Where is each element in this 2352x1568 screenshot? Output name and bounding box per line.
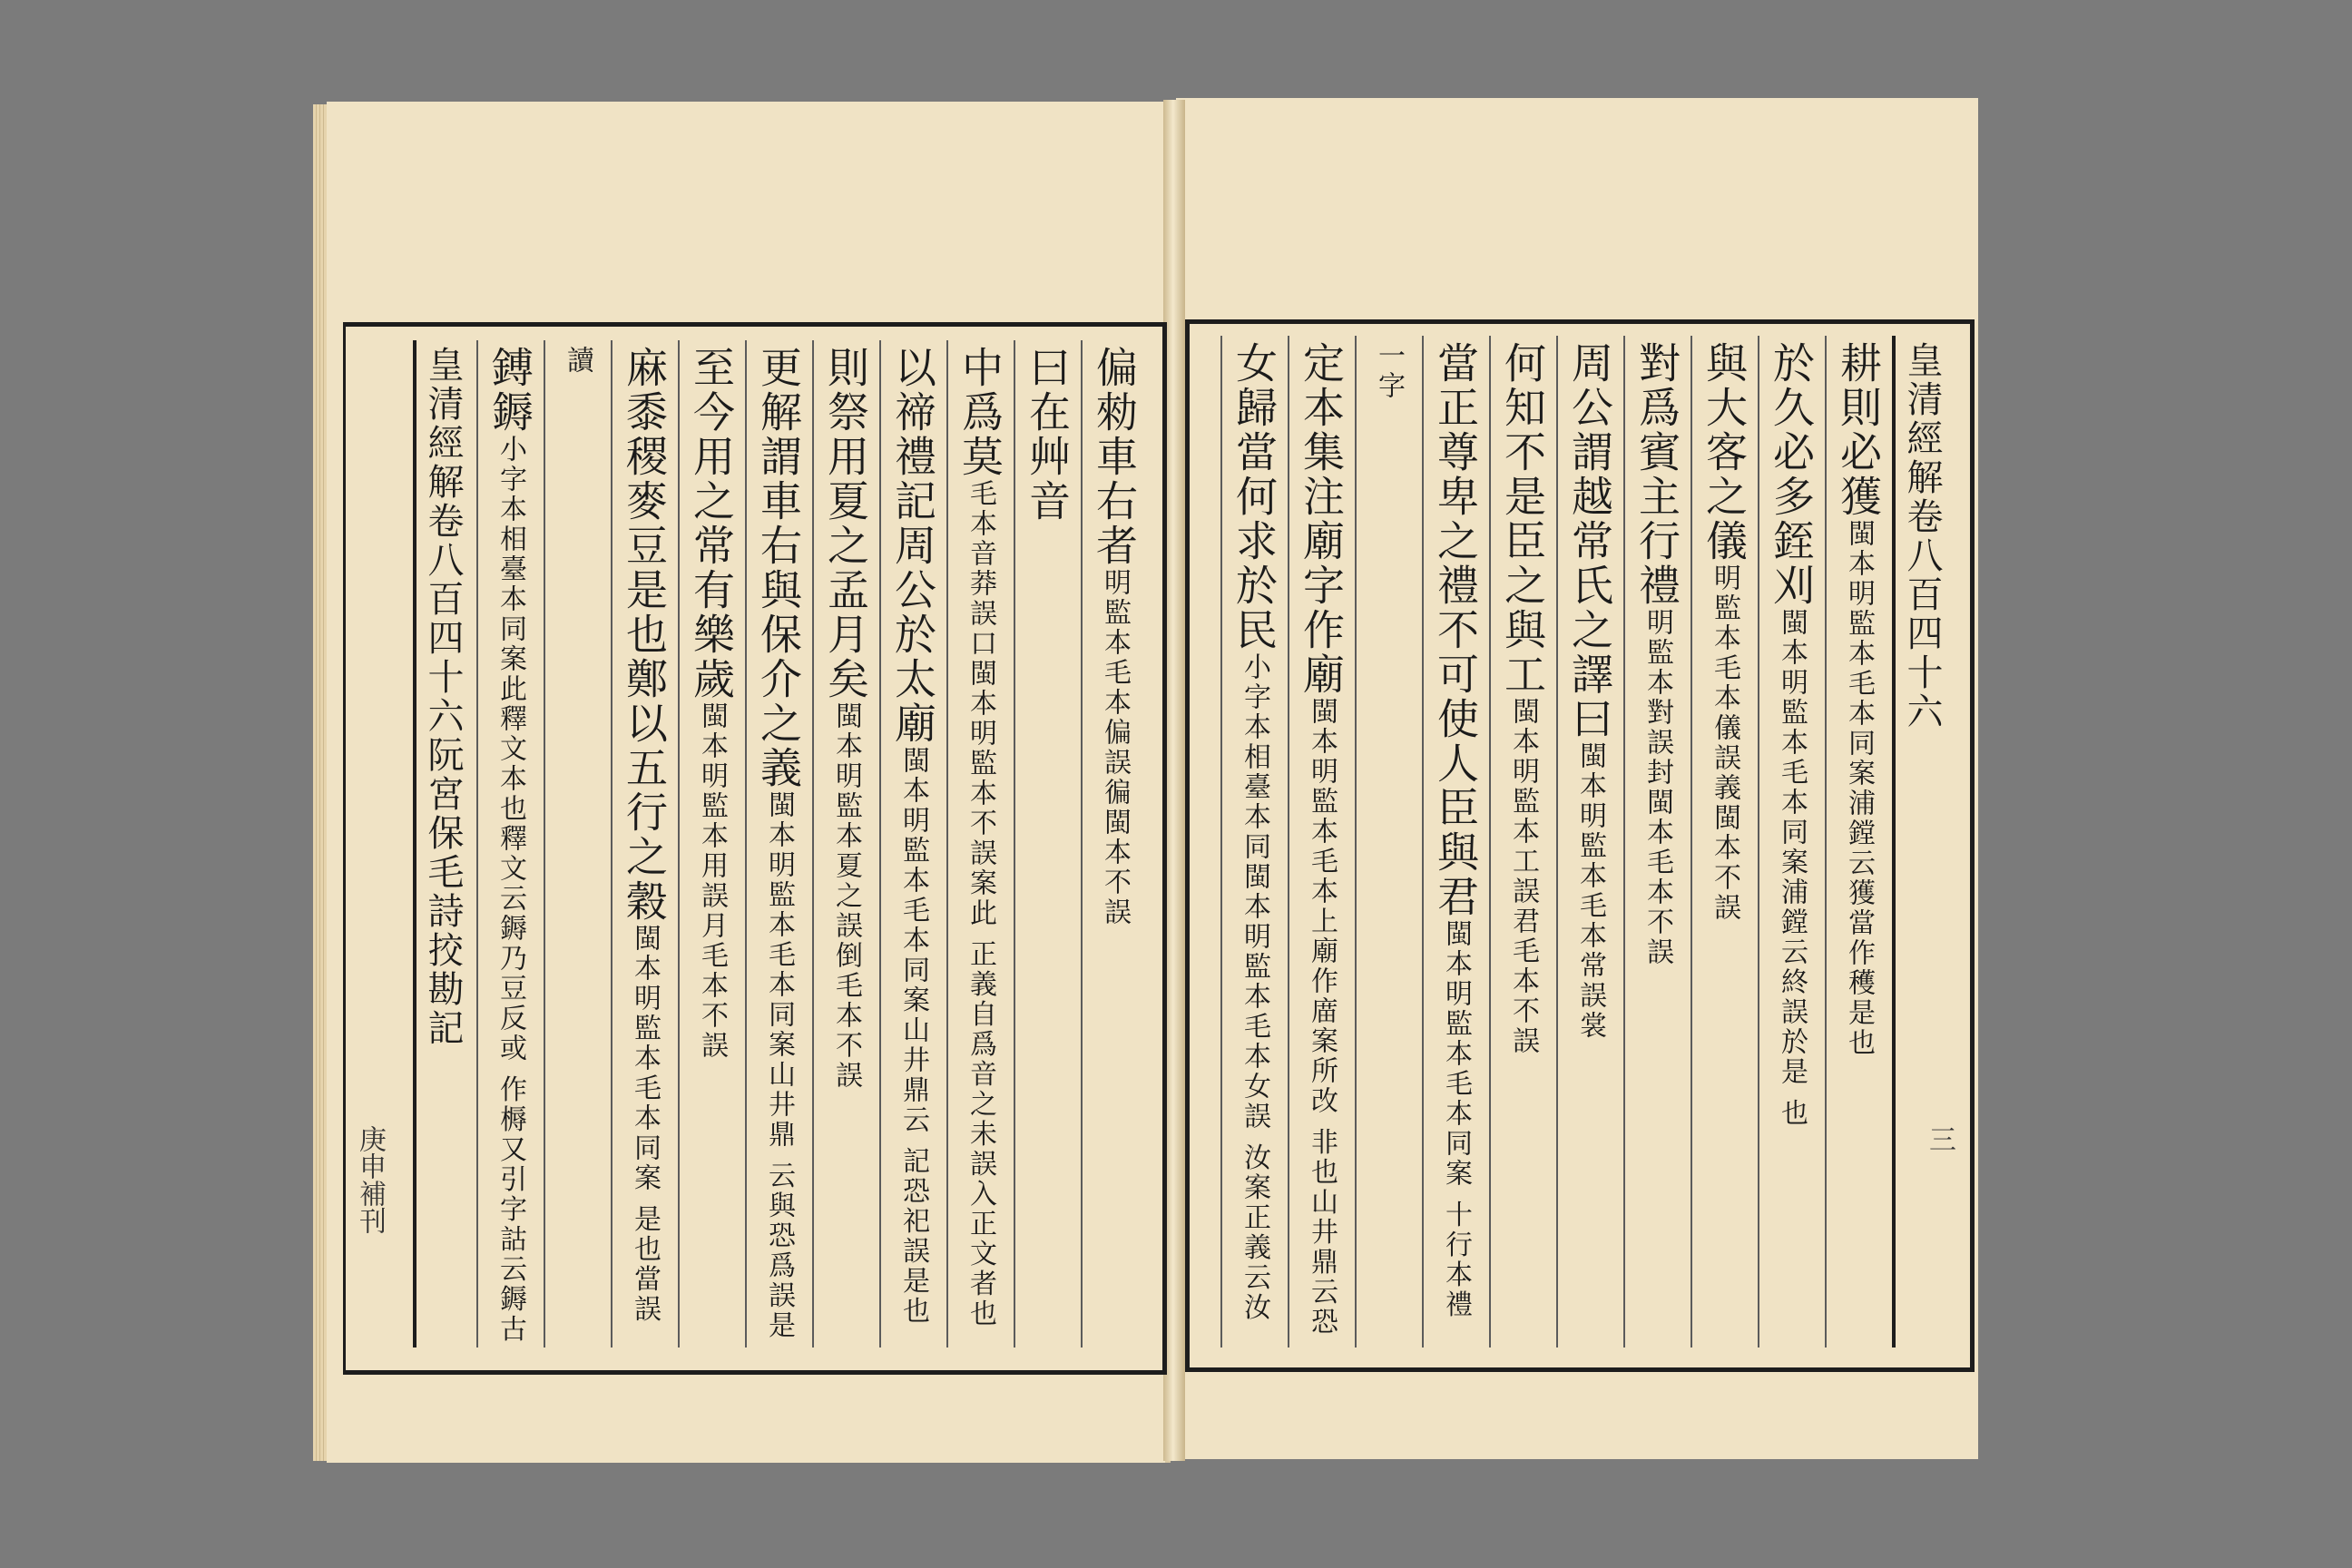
main-text: 至今用之常有樂歲 xyxy=(687,346,736,701)
text-column xyxy=(476,340,544,1348)
text-column xyxy=(1489,336,1556,1348)
text-column xyxy=(1288,336,1355,1348)
main-text: 對爲賓主行禮 xyxy=(1632,341,1681,608)
annotation-text: 閩本明監本毛本同案山井鼎云 記恐祀誤是也 xyxy=(897,746,929,1327)
main-text: 耕則必獲 xyxy=(1834,341,1883,519)
main-text: 女歸當何求於民 xyxy=(1230,341,1279,652)
main-text: 麻黍稷麥豆是也鄭以五行之穀 xyxy=(620,346,669,924)
text-column xyxy=(1220,336,1288,1348)
annotation-text: 明監本對誤封閩本毛本不誤 xyxy=(1642,608,1673,967)
text-column xyxy=(544,340,611,1348)
annotation-text: 閩本明監本夏之誤倒毛本不誤 xyxy=(830,701,862,1091)
annotation-text: 閩本明監本毛本同案 是也當誤 xyxy=(629,924,661,1325)
annotation-text: 一字 xyxy=(1373,341,1405,401)
annotation-text: 閩本明監本毛本同案浦鏜云獲當作穫是也 xyxy=(1843,519,1875,1058)
text-column xyxy=(1690,336,1758,1348)
annotation-text: 閩本明監本毛本常誤裳 xyxy=(1574,741,1606,1041)
main-text: 何知不是臣之與工 xyxy=(1498,341,1547,697)
text-column xyxy=(1623,336,1690,1348)
annotation-text: 小字本相臺本同案此釋文本也釋文云鎒乃豆反或 作槈又引字詁云鎒古 xyxy=(495,435,526,1345)
text-column xyxy=(1825,336,1892,1348)
text-column xyxy=(1355,336,1422,1348)
main-text: 以禘禮記周公於太廟 xyxy=(888,346,937,746)
reprint-note: 庚申補刊 xyxy=(354,1125,386,1234)
annotation-text: 閩本明監本毛本上廟作庿案所改 非也山井鼎云恐 xyxy=(1306,697,1338,1338)
text-column xyxy=(812,340,879,1348)
text-column xyxy=(678,340,745,1348)
annotation-text: 明監本毛本儀誤義閩本不誤 xyxy=(1709,564,1740,923)
main-text: 鎛鎒 xyxy=(485,346,534,435)
book-title: 皇清經解卷八百四十六阮宮保毛詩挍勘記 xyxy=(422,346,464,1048)
right-text-area xyxy=(1198,336,1955,1348)
right-margin-title xyxy=(1892,336,1955,1348)
annotation-text: 閩本明監本毛本同案浦鏜云終誤於是 也 xyxy=(1776,608,1808,1129)
left-margin-title xyxy=(413,340,476,1348)
main-text: 定本集注廟字作廟 xyxy=(1297,341,1346,697)
annotation-text: 毛本音莽誤口閩本明監本不誤案此 正義自爲音之未誤入正文者也 xyxy=(965,479,996,1329)
main-text: 於久必多銍刈 xyxy=(1767,341,1816,608)
annotation-text: 閩本明監本毛本同案山井鼎 云與恐爲誤是 xyxy=(763,790,795,1341)
text-column xyxy=(1422,336,1489,1348)
page-number: 三 xyxy=(1924,1125,1955,1152)
main-text: 則祭用夏之孟月矣 xyxy=(821,346,870,701)
main-text: 與大客之儀 xyxy=(1700,341,1749,564)
annotation-text: 讀 xyxy=(562,346,593,376)
text-column xyxy=(1014,340,1081,1348)
text-column xyxy=(611,340,678,1348)
text-column xyxy=(946,340,1014,1348)
main-text: 曰在艸音 xyxy=(1023,346,1072,524)
annotation-text: 閩本明監本用誤月毛本不誤 xyxy=(696,701,728,1061)
main-text: 當正尊卑之禮不可使人臣與君 xyxy=(1431,341,1480,919)
main-text: 更解謂車右與保介之義 xyxy=(754,346,803,790)
left-text-area xyxy=(358,340,1148,1348)
main-text: 中爲莫 xyxy=(956,346,1004,479)
annotation-text: 小字本相臺本同閩本明監本毛本女誤 汝案正義云汝 xyxy=(1239,652,1270,1323)
main-text: 周公謂越常氏之譯曰 xyxy=(1565,341,1614,741)
text-column xyxy=(879,340,946,1348)
text-column xyxy=(745,340,812,1348)
main-text: 偏勑車右者 xyxy=(1090,346,1139,568)
book-title: 皇清經解卷八百四十六 xyxy=(1901,341,1943,731)
annotation-text: 閩本明監本工誤君毛本不誤 xyxy=(1507,697,1539,1056)
text-column xyxy=(1758,336,1825,1348)
text-column xyxy=(1081,340,1148,1348)
annotation-text: 閩本明監本毛本同案 十行本禮 xyxy=(1440,919,1472,1320)
annotation-text: 明監本毛本偏誤徧閩本不誤 xyxy=(1099,568,1131,927)
text-column xyxy=(1556,336,1623,1348)
